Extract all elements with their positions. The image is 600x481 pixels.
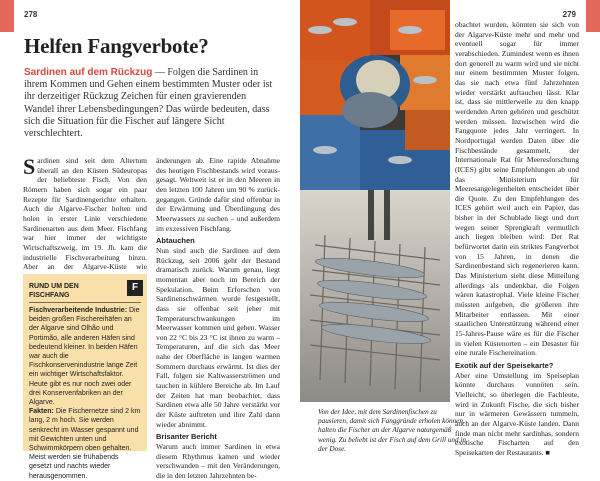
paragraph: Nun sind auch die Sardinen auf dem Rückzug, seit 2006 geht der Bestand dramatisch zurück. Warum genau, liegt momentan aber noch im Bereich der Spekulation. Beim Erforschen von Sardinenschwärmen wurde festgestellt, dass sie offenbar seit jeher mit Temperaturschwankungen im Meerwasser kommen und gehen. Wasser von 22 °C bis 23 °C ist ihnen zu warm – Temperaturen, auf die sich das Meer nahe der Oberfläche in langen warmen Sommern durchaus erwärmt. Ist dies der Fall, folgen sie Kaltwasserströmen und tauchen in kühlere Bereiche ab. Im Lauf der Zeiten hat man beobachtet, dass Sardinen etwa alle 50 Jahre verstärkt vor der Küste auftreten und ihre Zahl dann wieder abnimmt. bbox=[156, 245, 280, 429]
subheading: Exotik auf der Speisekarte? bbox=[455, 360, 554, 370]
paragraph: Warum auch immer Sardinen in etwa diesem Rhythmus kamen und wieder verschwanden – mit den Veränderungen, die in den letzten Jahrzehnten be- bbox=[156, 442, 280, 480]
lead-kicker: Sardinen auf dem Rückzug bbox=[24, 67, 153, 78]
photo-illustration bbox=[300, 190, 450, 402]
photo-illustration bbox=[300, 0, 450, 190]
fish-category-icon: F bbox=[127, 280, 143, 296]
article-lead bbox=[24, 67, 278, 140]
info-box bbox=[23, 274, 147, 480]
subheading: Abtauchen bbox=[156, 236, 195, 246]
left-page bbox=[0, 0, 300, 480]
info-box-heading: RUND UM DEN FISCHFANG bbox=[29, 283, 79, 299]
right-page bbox=[300, 0, 600, 470]
divider bbox=[29, 302, 141, 303]
subheading: Brisanter Bericht bbox=[156, 432, 217, 442]
info-paragraph bbox=[29, 306, 141, 407]
article-title: Helfen Fangverbote? bbox=[24, 34, 209, 58]
fishermen-crates-photo bbox=[300, 0, 450, 190]
info-term: Fakten: bbox=[29, 408, 54, 416]
page-number: 278 bbox=[24, 10, 38, 19]
text-column-2 bbox=[156, 156, 280, 481]
info-box-body bbox=[29, 306, 141, 481]
page-tab-marker bbox=[586, 0, 600, 32]
info-text: Die Fischernetze sind 2 km lang, 2 m hoch. Sie werden senkrecht im Wasser gespannt und mit Gewichten unten und Schwimmkörpern oben gehalten. Meist werden sie frühabends gesetzt und nachts wieder herausgenommen. bbox=[29, 408, 141, 480]
paragraph: Aber eine Umstellung im Speiseplan könnte durchaus vonnöten sein. Vielleicht, so überlegen die Fachleute, wird in Zukunft Fische, die sich bisher nur in wärmeren Gewässern tummeln, auch an der Algarve-Küste landen. Dann finde man nicht mehr sardinhas, sondern exotische Fischarten auf den Speisekarten der Restaurants. ■ bbox=[455, 370, 579, 457]
lead-text: — Folgen die Sardinen in ihrem Kommen und Gehen einem bestimmten Muster oder ist ihr derzeitiger Rückzug Zeichen für einen gravierenden Wandel ihrer Lebensbedingungen? Das würde bedeuten, dass sich die Situation für die Fischer auf längere Sicht verschlechtert. bbox=[24, 67, 273, 140]
paragraph: obachtet wurden, könnten sie sich von der Algarve-Küste mehr und mehr und eventuell sogar für immer verabschieden. Zumindest wenn es ihnen dort generell zu warm wird und sie nicht nur einem bestimmten Muster folgen, das sie nach etwa fünf Jahrzehnten wieder verstärkt auftauchen lässt. Klar ist, dass sie mittlerweile zu den knapp werdenden Arten gehören und geschützt werden müssen. Inzwischen wird die Fangquote jedes Jahr verringert. In Nordportugal werden Daten über die Fischbestände gesammelt, der Internationale Rat für Meeresforschung (ICES) gibt seine Empfehlungen ab und das Ministerium für Meeresangelegenheiten entscheidet über die Quote. Zu den Empfehlungen des ICES gehört weil auch ein Papier, das bisher in der Schublade liegt und dort wegen seiner Sprengkraft vermutlich auch liegen bleiben wird: Der Rat befürwortet darin ein striktes Fangverbot von 15 Jahren, in denen die Sardinenbestand sich regenerieren kann. Das Ministerium sieht diese Mitteilung allerdings als undenkbar, die Folgen wären katastrophal. Viele kleine Fischer müssten aufgeben, die größeren ihre Mitarbeiter entlassen. Mit einer staatlichen Unterstützung während einer 15-Jahres-Pause wäre es für die Fischer in vielen Küstenorten – ein Desaster für eine rurale Fischereination. bbox=[455, 20, 579, 358]
info-term: Fischverarbeitende Industrie: bbox=[29, 307, 128, 314]
text-column-1 bbox=[23, 156, 147, 282]
text-column-3 bbox=[455, 20, 579, 458]
info-text: Die beiden großen Fischereihäfen an der Algarve sind Olhão und Portimão, alle anderen Häfen sind bedeutend kleiner. In beiden Häfen war auch die Fischkonservenindustrie lange Zeit ein wichtiger Wirtschaftsfaktor. Heute gibt es nur noch zwei oder drei Konservenfabriken an der Algarve. bbox=[29, 307, 140, 407]
dropcap: S bbox=[23, 154, 36, 179]
photo-caption: Von der Idee, mit dem Sardinenfischen zu pausieren, damit sich Fanggründe erholen können, halten die Fischer an der Algarve naturgemäß wenig. Zu beliebt ist der Fisch auf dem Grill und in der Dose. bbox=[318, 408, 466, 453]
page-tab-marker bbox=[0, 0, 14, 32]
grilled-sardines-photo bbox=[300, 190, 450, 402]
page-number: 279 bbox=[562, 10, 576, 19]
paragraph bbox=[23, 156, 147, 282]
paragraph: änderungen ab. Eine rapide Abnahme des heutigen Fischbestands wird voraus-gesagt. Weltweit ist er in den Meeren in den letzten 100 Jahren um 90 % zurück-gegangen. Gründe dafür sind offenbar in der Erwärmung und Überdüngung des Meerwassers zu suchen – und außerdem im exzessiven Fischfang. bbox=[156, 156, 280, 233]
paragraph-text: ardinen sind seit dem Altertum überall an den Küsten Südeuropas der beliebteste Fisch. Von den Römern haben sich sogar ein paar Rezepte für Sardinengerichte erhalten. Auch die Algarve-Fischer holten und holen in erster Linie verschiedene Sardinenarten aus dem Meer. Fischfang war hier immer der wichtigste Wirtschaftszweig, im 19. Jh. kam die industrielle Fischverarbeitung hinzu. Aber an der Algarve-Küste wie bbox=[23, 156, 147, 272]
